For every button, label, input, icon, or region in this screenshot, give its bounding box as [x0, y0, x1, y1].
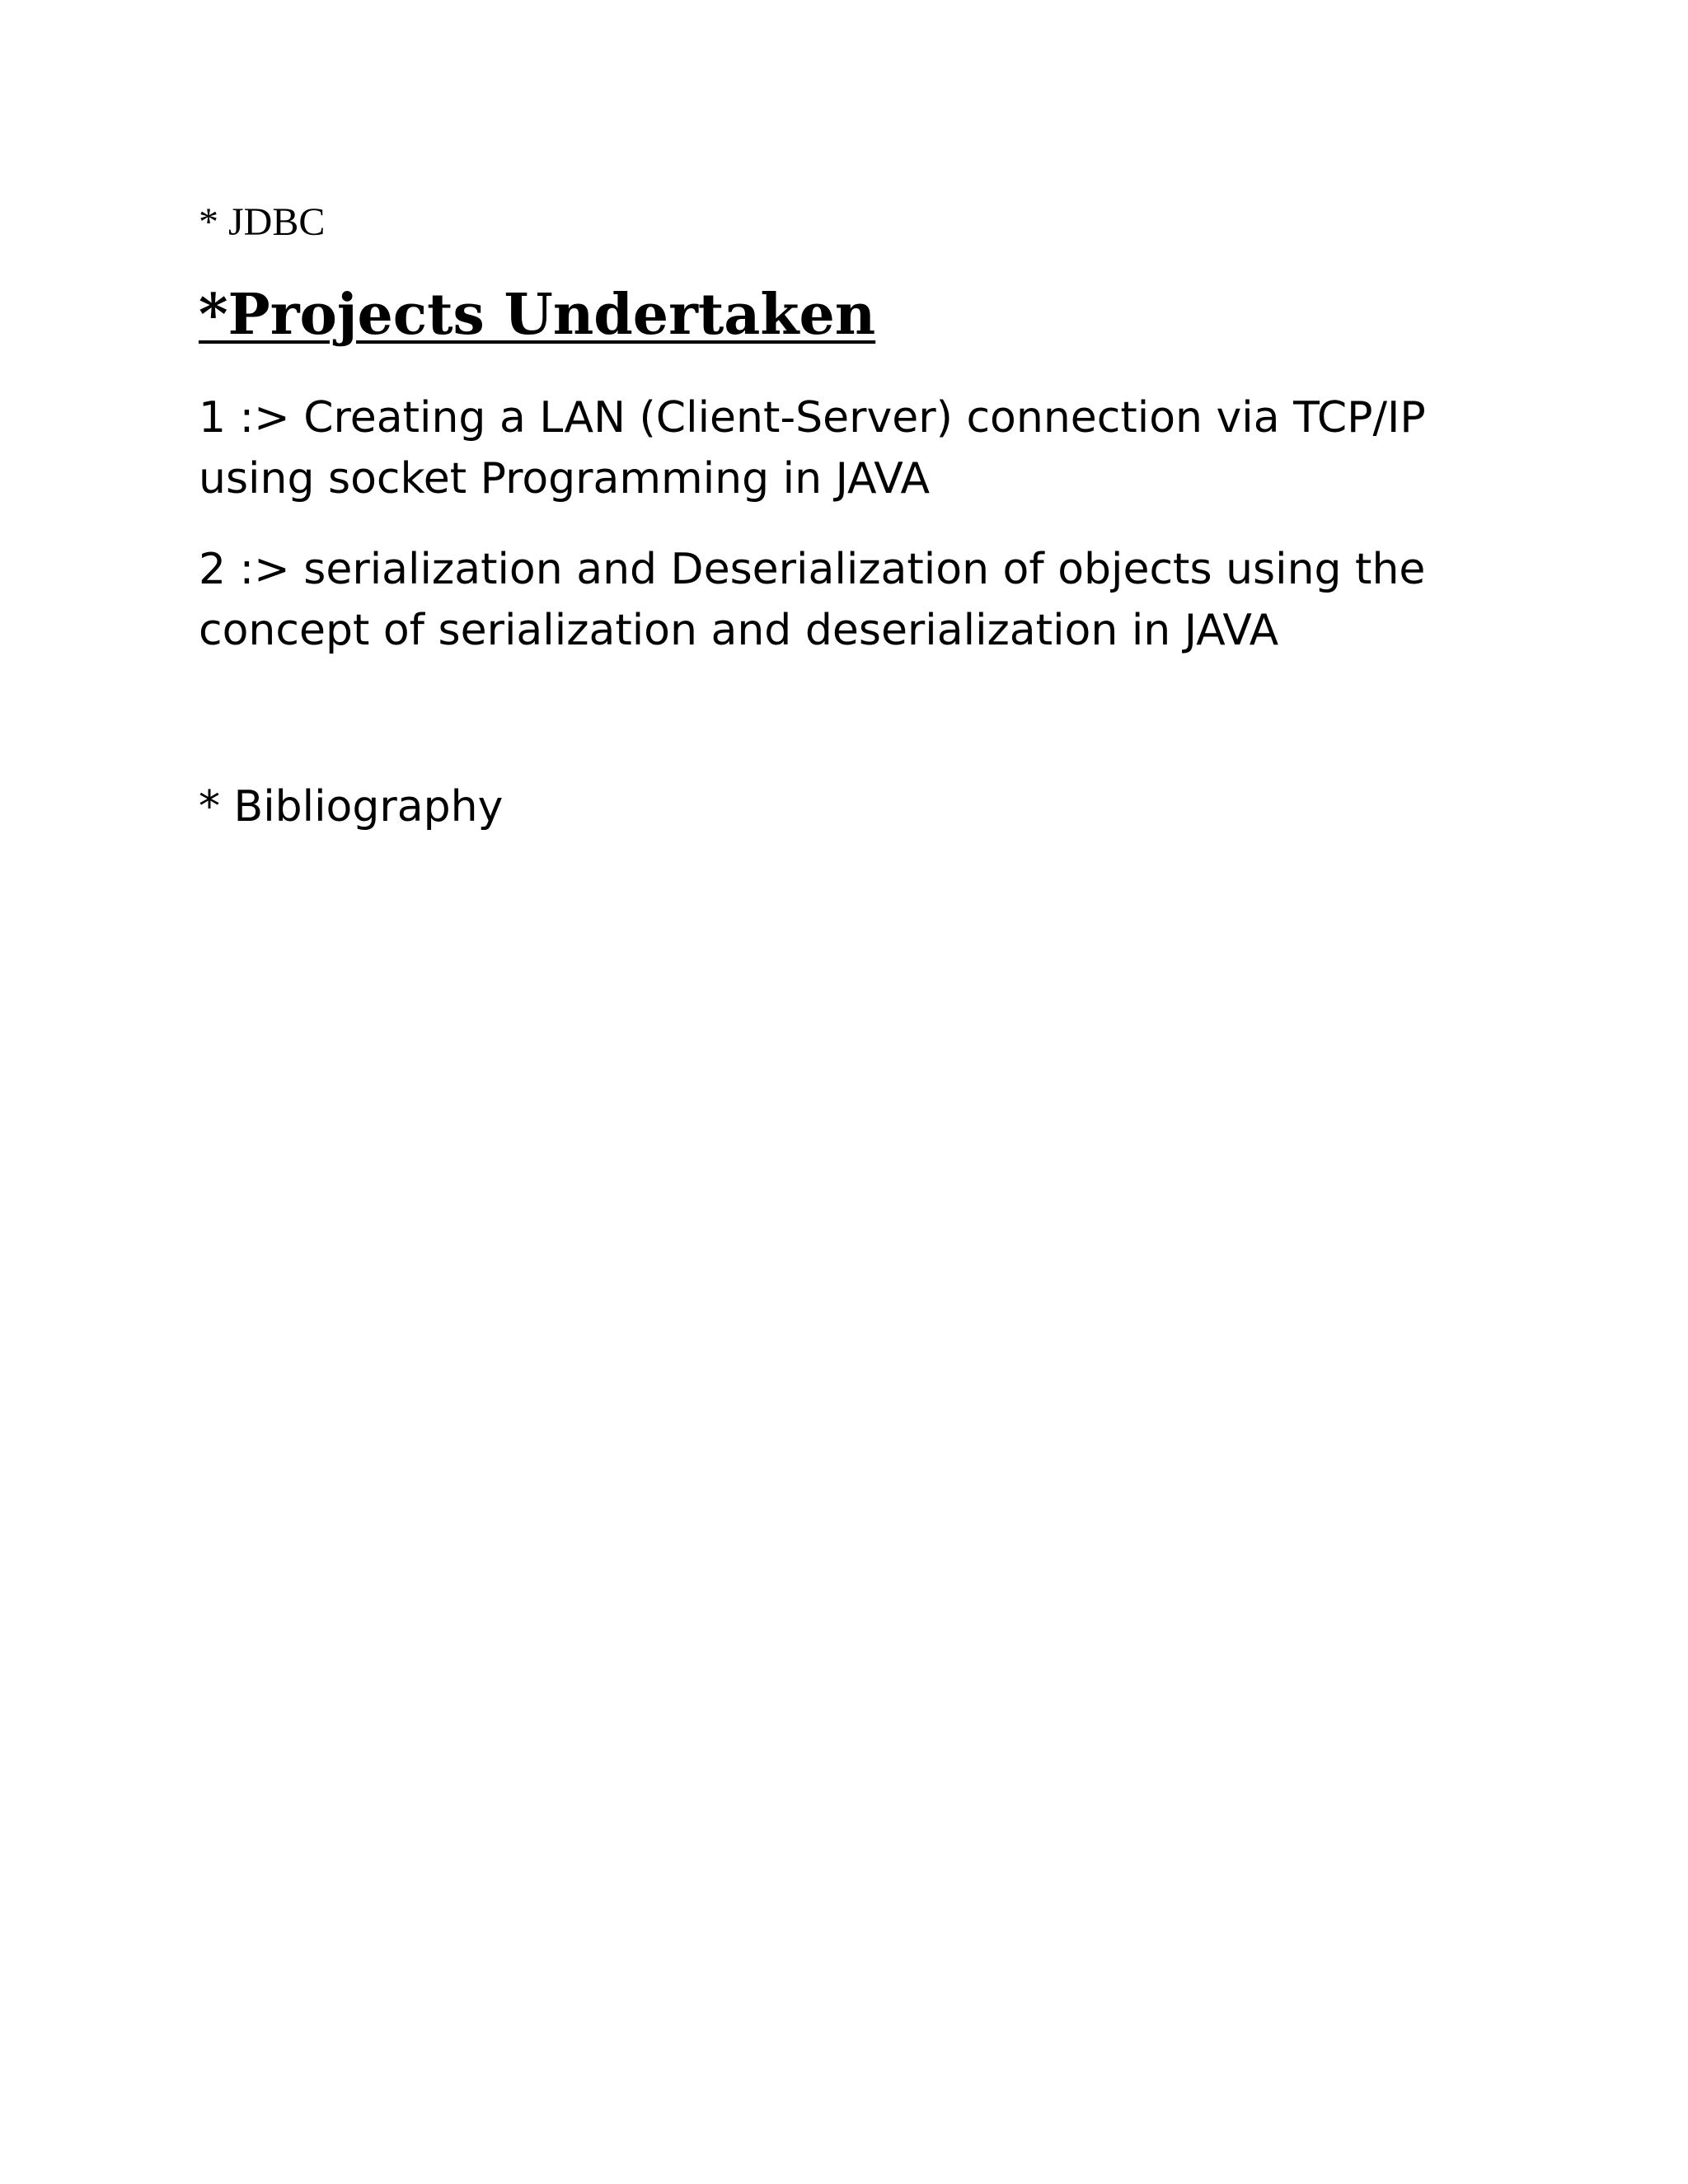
- bibliography-list-item: * Bibliography: [199, 782, 504, 832]
- page-content: [199, 198, 1501, 837]
- projects-undertaken-heading: *Projects Undertaken: [199, 282, 876, 348]
- jdbc-list-item: * JDBC: [199, 200, 326, 244]
- project-item-1: 1 :> Creating a LAN (Client-Server) connection via TCP/IP using socket Programming in JAVA: [199, 393, 1426, 504]
- project-item-2: 2 :> serialization and Deserialization of objects using the concept of serialization and deserialization in JAVA: [199, 545, 1426, 655]
